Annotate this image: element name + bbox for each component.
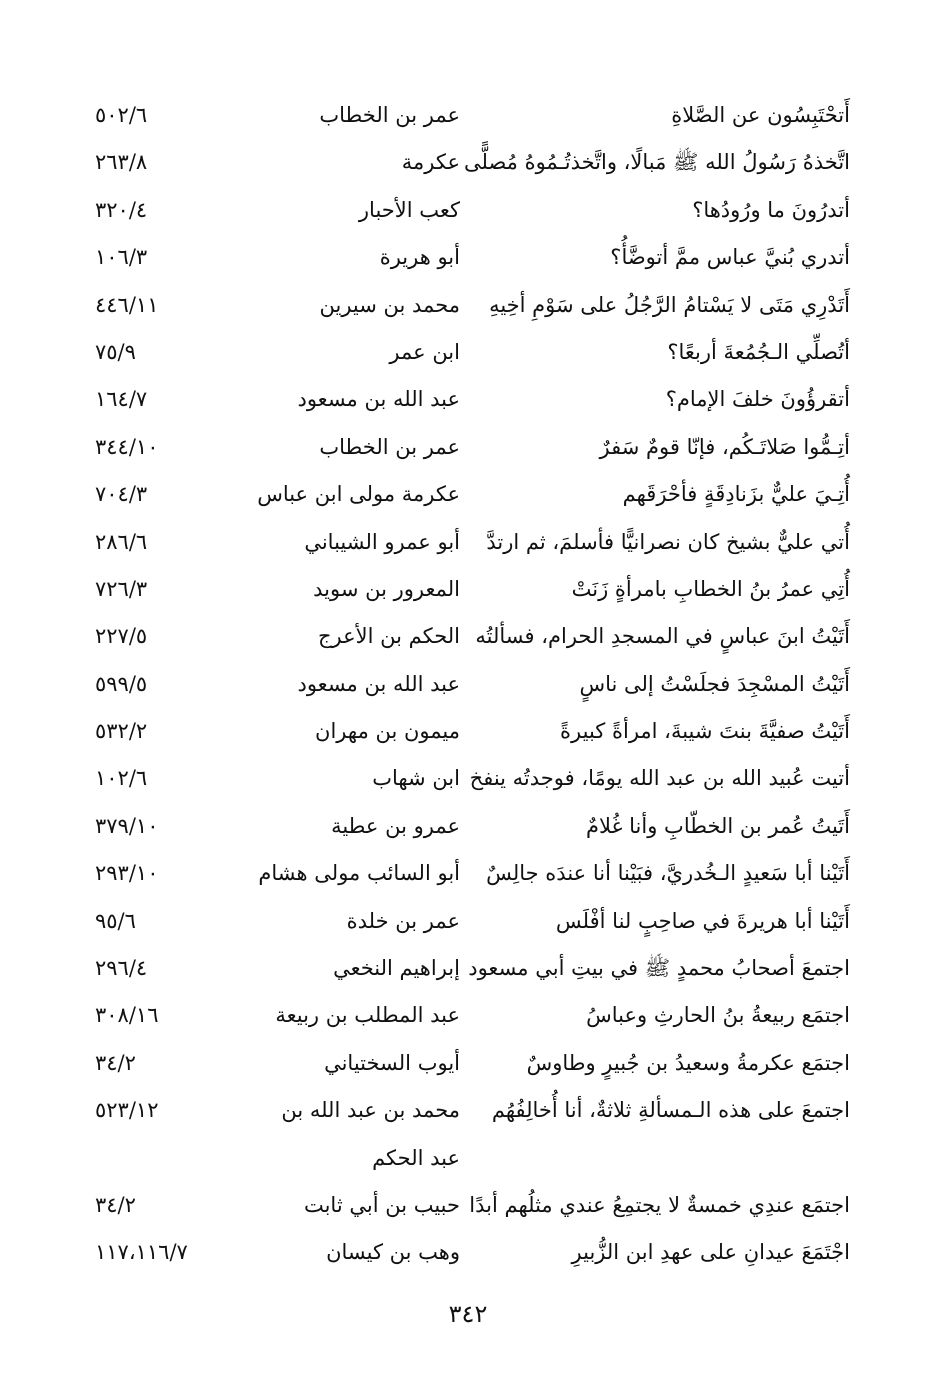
hadith-text: اجتمَع ربيعةُ بنُ الحارثِ وعباسُ (586, 1003, 850, 1028)
volume-page-ref: ٥٣٢/٢ (95, 719, 148, 744)
hadith-text: أتدري بُنيَّ عباس ممَّ أتوضَّأُ؟ (610, 245, 850, 270)
index-row (95, 803, 850, 850)
narrator-name: كعب الأحبار (358, 197, 460, 222)
index-row (95, 187, 850, 234)
index-row (95, 1229, 850, 1276)
volume-page-ref: ٣٢٠/٤ (95, 197, 148, 222)
volume-page-ref: ٥٢٣/١٢ (95, 1098, 159, 1123)
narrator-name: أبو السائب مولى هشام (258, 861, 460, 886)
narrator-name: عبد الله بن مسعود (297, 671, 460, 696)
narrator-name: عمرو بن عطية (331, 813, 460, 838)
volume-page-ref: ١٦٤/٧ (95, 387, 148, 412)
hadith-text: أتقرؤُونَ خلفَ الإمام؟ (665, 387, 850, 412)
volume-page-ref: ٣٠٨/١٦ (95, 1003, 159, 1028)
index-row (95, 755, 850, 802)
volume-page-ref: ٧٢٦/٣ (95, 576, 148, 601)
hadith-text: أَتَيتُ عُمر بن الخطّابِ وأنا غُلامٌ (585, 813, 850, 838)
index-row (95, 1040, 850, 1087)
index-row (95, 566, 850, 613)
hadith-text: أَتَيْتُ ابنَ عباسٍ في المسجدِ الحرام، فسألتُه (475, 624, 850, 649)
index-row (95, 850, 850, 897)
volume-page-ref (95, 1135, 235, 1182)
hadith-text: أَتَيْتُ صفيَّةَ بنتَ شيبةَ، امرأةً كبيرةً (560, 719, 850, 744)
narrator-name: عبد المطلب بن ربيعة (275, 1003, 460, 1028)
index-row (95, 92, 850, 139)
hadith-text (465, 1135, 850, 1182)
volume-page-ref: ٣٤٤/١٠ (95, 434, 159, 459)
volume-page-ref: ٧٥/٩ (95, 339, 136, 364)
index-row (95, 613, 850, 660)
volume-page-ref: ١٠٦/٣ (95, 245, 148, 270)
index-row (95, 471, 850, 518)
index-row (95, 376, 850, 423)
hadith-text: اجتمعَ على هذه الـمسألةِ ثلاثةٌ، أنا أُخالِفُهُم (491, 1098, 850, 1123)
hadith-text: أتيت عُبيد الله بن عبد الله يومًا، فوجدتُه ينفخ (469, 766, 850, 791)
narrator-name: وهب بن كيسان (326, 1240, 460, 1265)
volume-page-ref: ٧٠٤/٣ (95, 482, 148, 507)
narrator-name: ابن شهاب (372, 766, 460, 791)
narrator-name: أبو هريرة (379, 245, 460, 270)
volume-page-ref: ٥٠٢/٦ (95, 103, 148, 127)
hadith-text: أَتَيْتُ المسْجِدَ فجلَسْتُ إلى ناسٍ (579, 671, 850, 696)
index-row (95, 1182, 850, 1229)
volume-page-ref: ٥٩٩/٥ (95, 671, 148, 696)
narrator-name: عبد الحكم (372, 1145, 460, 1170)
narrator-name: أبو عمرو الشيباني (304, 529, 460, 554)
index-row (95, 139, 850, 186)
hadith-text: اجتمعَ أصحابُ محمدٍ ﷺ في بيتِ أبي مسعود (468, 956, 850, 981)
volume-page-ref: ١١٧،١١٦/٧ (95, 1240, 188, 1265)
narrator-name: المعرور بن سويد (313, 576, 460, 601)
index-row (95, 519, 850, 566)
narrator-name: الحكم بن الأعرج (317, 624, 460, 649)
volume-page-ref: ٤٤٦/١١ (95, 292, 159, 317)
index-row (95, 329, 850, 376)
narrator-name: عبد الله بن مسعود (297, 387, 460, 412)
index-row (95, 708, 850, 755)
index-row (95, 1135, 850, 1182)
index-row (95, 424, 850, 471)
hadith-text: أَتَدْرِي مَتَى لا يَسْتامُ الرَّجُلُ على سَوْمِ أخِيهِ (489, 292, 850, 317)
narrator-name: محمد بن سيرين (319, 292, 460, 317)
volume-page-ref: ٣٤/٢ (95, 1192, 136, 1217)
narrator-name: حبيب بن أبي ثابت (303, 1192, 460, 1217)
narrator-name: محمد بن عبد الله بن (281, 1098, 460, 1123)
index-row (95, 898, 850, 945)
index-row (95, 1087, 850, 1134)
narrator-name: ابن عمر (389, 339, 460, 364)
volume-page-ref: ٢٢٧/٥ (95, 624, 148, 649)
volume-page-ref: ٢٦٣/٨ (95, 150, 148, 175)
narrator-name: عكرمة (401, 150, 460, 175)
volume-page-ref: ٣٧٩/١٠ (95, 813, 159, 838)
narrator-name: أيوب السختياني (324, 1050, 460, 1075)
narrator-name: إبراهيم النخعي (333, 956, 460, 981)
narrator-name: عمر بن خلدة (346, 908, 460, 933)
page-number: ٣٤٢ (448, 1300, 488, 1328)
volume-page-ref: ٣٤/٢ (95, 1050, 136, 1075)
hadith-text: أتدرُونَ ما ورُودُها؟ (692, 197, 850, 222)
index-table (95, 92, 850, 1277)
volume-page-ref: ٩٥/٦ (95, 908, 136, 933)
volume-page-ref: ٢٩٣/١٠ (95, 861, 159, 886)
hadith-text: أُتي عليٌّ بشيخ كان نصرانيًّا فأسلمَ، ثم ارتدَّ (486, 529, 850, 554)
narrator-name: عمر بن الخطاب (319, 434, 460, 459)
index-row (95, 945, 850, 992)
narrator-name: عمر بن الخطاب (319, 103, 460, 127)
hadith-text: اجتمَع عكرمةُ وسعيدُ بن جُبيرٍ وطاوسٌ (526, 1050, 850, 1075)
volume-page-ref: ٢٨٦/٦ (95, 529, 148, 554)
hadith-text: اتَّخذهُ رَسُولُ الله ﷺ مَبالًا، واتَّخذتُـمُوهُ مُصلًّى (463, 150, 850, 175)
hadith-text: أَتحْتَبِسُون عن الصَّلاةِ (671, 103, 850, 127)
volume-page-ref: ٢٩٦/٤ (95, 956, 148, 981)
hadith-text: أَتَيْنا أبا هريرةَ في صاحِبٍ لنا أفْلَس (555, 908, 850, 933)
index-row (95, 234, 850, 281)
narrator-name: عكرمة مولى ابن عباس (257, 482, 460, 507)
index-row (95, 661, 850, 708)
index-row (95, 282, 850, 329)
hadith-text: أُتِي عمرُ بنُ الخطابِ بامرأةٍ زَنَتْ (571, 576, 850, 601)
hadith-text: اجتمَع عندِي خمسةٌ لا يجتمِعُ عندي مثلُهم أبدًا (469, 1192, 850, 1217)
hadith-text: أتِـمُّوا صَلاتَـكُم، فإنّا قومٌ سَفرٌ (599, 434, 850, 459)
hadith-text: أُتِـيَ عليٌّ بزَنادِقَةٍ فأحْرَقَهم (622, 482, 850, 507)
hadith-text: أتُصلِّي الـجُمُعةَ أربعًا؟ (667, 339, 850, 364)
hadith-text: اجْتَمَعَ عيدانِ على عهدِ ابن الزُّبيرِ (571, 1240, 850, 1265)
volume-page-ref: ١٠٢/٦ (95, 766, 148, 791)
index-row (95, 992, 850, 1039)
narrator-name: ميمون بن مهران (315, 719, 460, 744)
hadith-text: أَتَيْنا أبا سَعيدٍ الـخُدريَّ، فبَيْنا أنا عندَه جالِسٌ (486, 861, 850, 886)
